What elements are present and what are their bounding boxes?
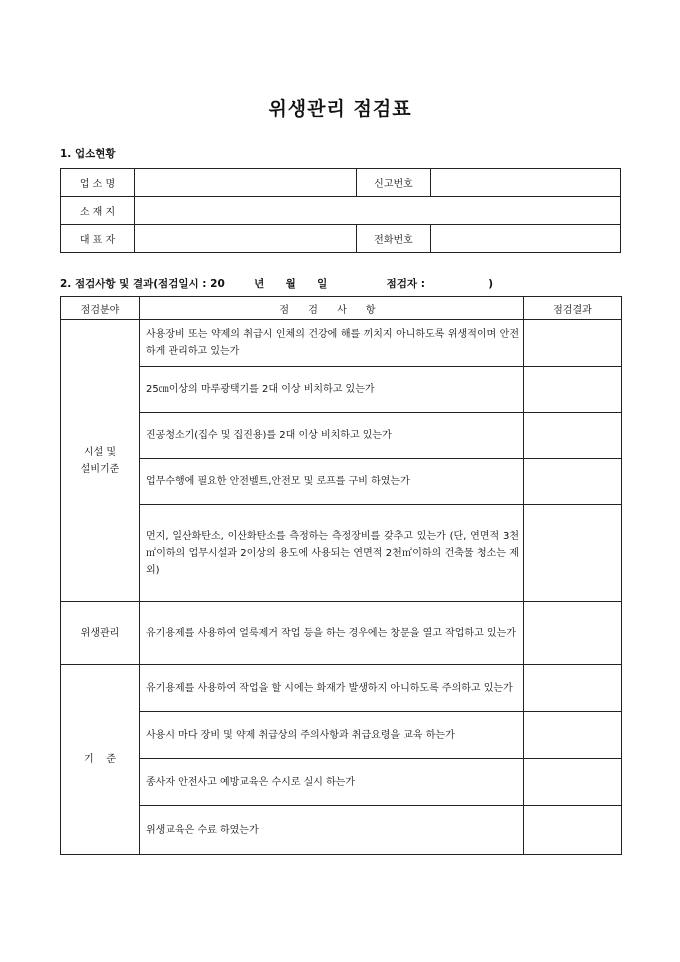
table-row	[61, 320, 622, 367]
items-header: 점 검 사 항	[140, 297, 524, 320]
inspection-item: 유기용제를 사용하여 얼룩제거 작업 등을 하는 경우에는 창문을 열고 작업하고 있는가	[140, 602, 524, 665]
result-cell[interactable]	[524, 665, 622, 712]
inspection-item: 사용시 마다 장비 및 약제 취급상의 주의사항과 취급요령을 교육 하는가	[140, 712, 524, 759]
table-header-row	[61, 297, 622, 320]
business-name-field[interactable]	[135, 169, 357, 197]
inspection-item: 업무수행에 필요한 안전벨트,안전모 및 로프를 구비 하였는가	[140, 459, 524, 505]
year-label: 년	[254, 278, 265, 290]
section2-heading-prefix: 2. 점검사항 및 결과(점검일시 : 20	[60, 278, 225, 290]
report-number-field[interactable]	[431, 169, 621, 197]
result-cell[interactable]	[524, 367, 622, 413]
table-row	[61, 225, 621, 253]
phone-number-field[interactable]	[431, 225, 621, 253]
table-row	[61, 459, 622, 505]
category-facility: 시설 및 설비기준	[61, 320, 140, 602]
result-cell[interactable]	[524, 505, 622, 602]
table-row	[61, 806, 622, 855]
inspection-item: 위생교육은 수료 하였는가	[140, 806, 524, 855]
result-cell[interactable]	[524, 459, 622, 505]
address-label: 소 재 지	[61, 197, 135, 225]
table-row	[61, 413, 622, 459]
business-status-table	[60, 168, 621, 253]
table-row	[61, 367, 622, 413]
day-label: 일	[317, 278, 328, 290]
result-header: 점검결과	[524, 297, 622, 320]
table-row	[61, 602, 622, 665]
inspection-table	[60, 296, 622, 855]
inspector-label: 점검자 :	[386, 278, 425, 290]
result-cell[interactable]	[524, 759, 622, 806]
table-row	[61, 712, 622, 759]
representative-label: 대 표 자	[61, 225, 135, 253]
address-field[interactable]	[135, 197, 621, 225]
representative-field[interactable]	[135, 225, 357, 253]
phone-number-label: 전화번호	[357, 225, 431, 253]
table-row	[61, 759, 622, 806]
inspection-item: 25㎝이상의 마루광택기를 2대 이상 비치하고 있는가	[140, 367, 524, 413]
inspection-item: 사용장비 또는 약제의 취급시 인체의 건강에 해를 끼치지 아니하도록 위생적이며 안전하게 관리하고 있는가	[140, 320, 524, 367]
report-number-label: 신고번호	[357, 169, 431, 197]
result-cell[interactable]	[524, 320, 622, 367]
inspection-item: 먼지, 일산화탄소, 이산화탄소를 측정하는 측정장비를 갖추고 있는가 (단, 연면적 3천㎡이하의 업무시설과 2이상의 용도에 사용되는 연면적 2천㎡이하의 건축물 청소는 제외)	[140, 505, 524, 602]
table-row	[61, 505, 622, 602]
category-hygiene: 위생관리	[61, 602, 140, 665]
business-name-label: 업 소 명	[61, 169, 135, 197]
result-cell[interactable]	[524, 413, 622, 459]
close-paren: )	[488, 278, 494, 290]
result-cell[interactable]	[524, 712, 622, 759]
category-header: 점검분야	[61, 297, 140, 320]
month-label: 월	[285, 278, 296, 290]
table-row	[61, 197, 621, 225]
section1-heading: 1. 업소현황	[60, 148, 116, 160]
document-title: 위생관리 점검표	[268, 98, 412, 120]
inspection-item: 진공청소기(집수 및 집진용)를 2대 이상 비치하고 있는가	[140, 413, 524, 459]
result-cell[interactable]	[524, 806, 622, 855]
category-standards: 기 준	[61, 665, 140, 855]
inspection-item: 종사자 안전사고 예방교육은 수시로 실시 하는가	[140, 759, 524, 806]
table-row	[61, 665, 622, 712]
section2-heading	[60, 276, 493, 291]
result-cell[interactable]	[524, 602, 622, 665]
table-row	[61, 169, 621, 197]
inspection-item: 유기용제를 사용하여 작업을 할 시에는 화재가 발생하지 아니하도록 주의하고 있는가	[140, 665, 524, 712]
